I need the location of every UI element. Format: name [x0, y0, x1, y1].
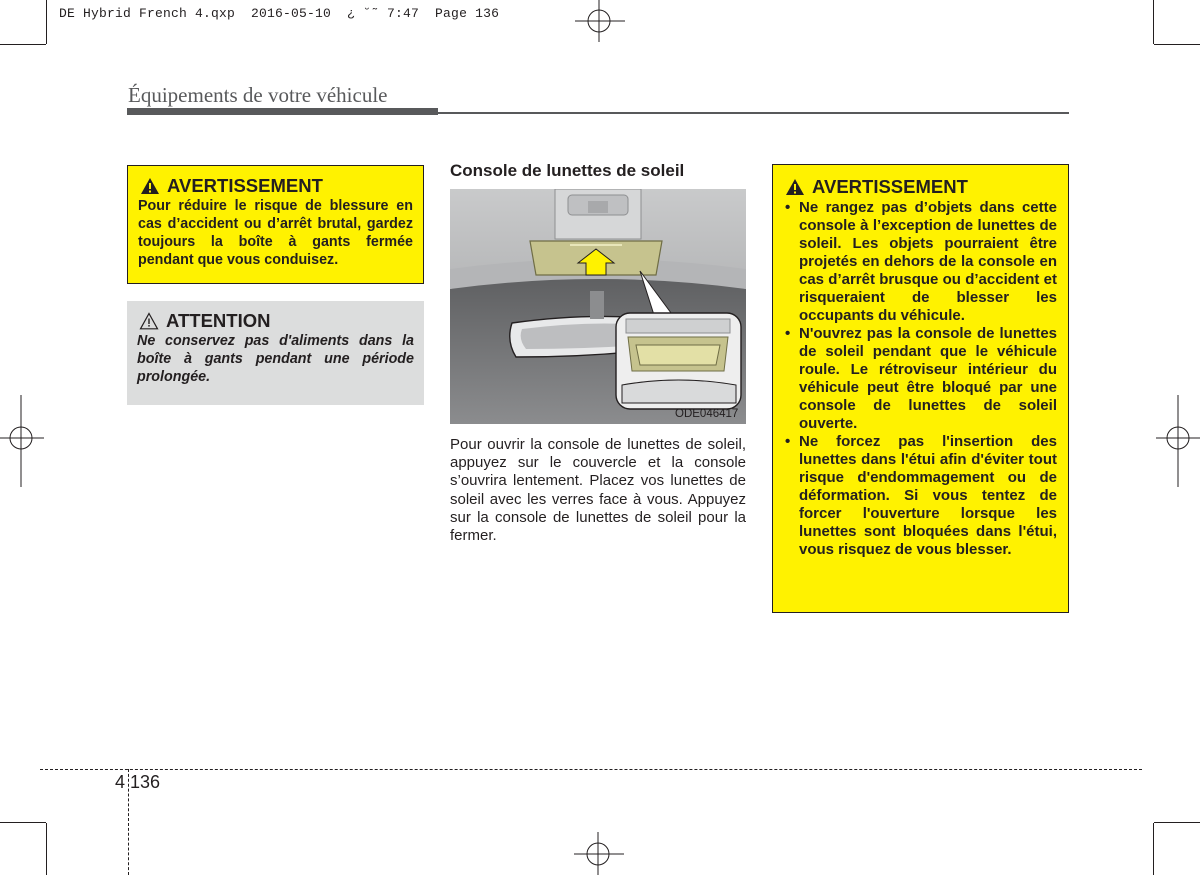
- attention-heading-text: ATTENTION: [166, 310, 271, 331]
- warning-item: • Ne rangez pas d’objets dans cette console à l’exception de lunettes de soleil. Les objets pourraient être projetés en dehors de la console en cas d’arrêt brusque ou d’accident et risqueraient de blesser les occupants du véhicule.: [783, 199, 1057, 325]
- warning-item: • Ne forcez pas l'insertion des lunettes dans l'étui afin d'éviter tout risque d'endommagement ou de déformation. Si vous tentez de forcer l'ouverture lorsque les lunettes sont bloquées dans l'étui, vous risquez de vous blesser.: [783, 433, 1057, 559]
- registration-mark-left: [0, 395, 44, 487]
- attention-box: [127, 301, 424, 405]
- page-number: 136: [130, 772, 161, 792]
- sunglass-holder-illustration: [450, 189, 746, 424]
- section-title: Équipements de votre véhicule: [128, 83, 388, 107]
- warning-text: Pour réduire le risque de blessure en cas d’accident ou d’arrêt brutal, gardez toujours la boîte à gants fermée pendant que vous conduisez.: [138, 198, 413, 268]
- subsection-title: Console de lunettes de soleil: [450, 161, 685, 180]
- registration-mark-bottom: [574, 832, 624, 875]
- warning-box-right: [772, 164, 1069, 613]
- print-slug: DE Hybrid French 4.qxp 2016-05-10 ¿ ˘˜ 7:47 Page 136: [59, 6, 500, 21]
- registration-mark-right: [1156, 395, 1200, 487]
- body-paragraph: Pour ouvrir la console de lunettes de soleil, appuyez sur le couvercle et la console s’ouvrira lentement. Placez vos lunettes de soleil avec les verres face à vous. Appuyez sur la console de lunettes de soleil pour la fermer.: [450, 436, 746, 545]
- title-rule-thin: [438, 112, 1069, 114]
- warning-heading: [785, 176, 1057, 198]
- attention-text: Ne conservez pas d'aliments dans la boîte à gants pendant une période prolongée.: [137, 333, 414, 385]
- attention-heading: [139, 310, 414, 332]
- chapter-number: 4: [115, 772, 126, 792]
- caution-triangle-icon: [139, 312, 159, 330]
- registration-mark-top: [575, 0, 625, 42]
- warning-heading-text: AVERTISSEMENT: [812, 176, 968, 197]
- warning-item: • N'ouvrez pas la console de lunettes de soleil pendant que le véhicule roule. Le rétroviseur intérieur du véhicule peut être bloqué par une console de lunettes de soleil ouverte.: [783, 325, 1057, 433]
- warning-heading: [140, 175, 413, 197]
- warning-triangle-icon: [785, 178, 805, 196]
- figure-code: ODE046417: [675, 408, 739, 420]
- warning-triangle-icon: [140, 177, 160, 195]
- warning-heading-text: AVERTISSEMENT: [167, 175, 323, 196]
- warning-box-left: [127, 165, 424, 284]
- warning-list: [783, 199, 1057, 559]
- title-rule: [127, 108, 438, 115]
